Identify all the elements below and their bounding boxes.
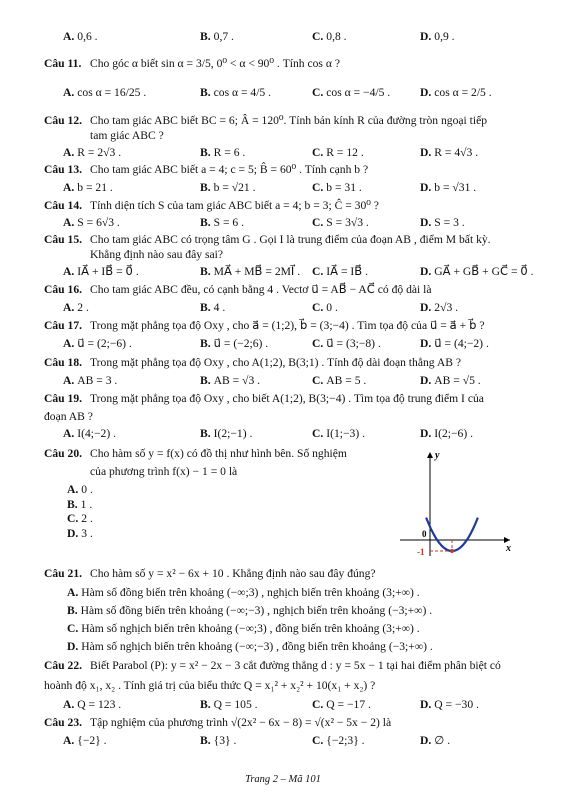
question-text: Trong mặt phẳng tọa độ Oxy , cho a⃗ = (1;2), b⃗ = (3;−4) . Tìm tọa độ của u⃗ = a⃗ + b⃗ ? [90, 319, 485, 332]
option-letter: B. [67, 604, 78, 617]
option-letter-wrap [420, 86, 431, 99]
option-letter: A. [63, 181, 75, 194]
answer-option [312, 215, 369, 230]
option-letter: D. [420, 146, 432, 159]
option-text: 3 . [81, 527, 93, 540]
option-letter-wrap [67, 640, 78, 653]
answer-option [200, 373, 260, 388]
option-letter: D. [420, 734, 432, 747]
option-letter-wrap [420, 30, 431, 43]
option-letter-wrap [63, 301, 74, 314]
option-text: Q = 123 . [77, 698, 122, 711]
option-letter: A. [63, 734, 75, 747]
answer-option [312, 29, 347, 44]
function-graph [396, 448, 516, 558]
page-footer: Trang 2 – Mã 101 [245, 774, 321, 785]
answer-option [200, 180, 256, 195]
option-text: MA⃗ + MB⃗ = 2MI⃗ . [213, 265, 301, 278]
option-letter: A. [63, 374, 75, 387]
option-letter-wrap [200, 427, 211, 440]
question-label: Câu 13. [44, 163, 83, 176]
option-letter: C. [312, 734, 324, 747]
option-letter: C. [312, 337, 324, 350]
option-letter: C. [312, 86, 324, 99]
option-letter-wrap [312, 86, 323, 99]
option-text: S = 6 . [213, 216, 245, 229]
answer-option [67, 511, 93, 526]
option-text: R = 4√3 . [434, 146, 479, 159]
option-letter-wrap [63, 427, 74, 440]
answer-option [200, 426, 252, 441]
option-letter: D. [420, 337, 432, 350]
option-letter-wrap [200, 181, 211, 194]
option-text: b = √21 . [213, 181, 256, 194]
answer-option [63, 426, 116, 441]
option-letter: D. [420, 30, 432, 43]
option-text: AB = √5 . [434, 374, 481, 387]
option-text: cos α = 4/5 . [213, 86, 272, 99]
option-letter: B. [200, 374, 211, 387]
answer-option [420, 264, 534, 279]
answer-option [67, 526, 93, 541]
option-text: R = 2√3 . [77, 146, 122, 159]
option-letter-wrap [67, 498, 78, 511]
option-letter: D. [67, 640, 79, 653]
option-letter-wrap [200, 265, 211, 278]
option-letter: C. [312, 30, 324, 43]
option-text: AB = 3 . [77, 374, 118, 387]
answer-option [312, 300, 338, 315]
option-letter: B. [200, 427, 211, 440]
option-text: 1 . [80, 498, 93, 511]
option-text: S = 3√3 . [326, 216, 369, 229]
question-text: Trong mặt phẳng tọa độ Oxy , cho A(1;2), B(3;1) . Tính độ dài đoạn thẳng AB ? [90, 356, 461, 369]
option-letter: A. [67, 586, 79, 599]
option-letter: B. [200, 301, 211, 314]
question-text: Cho hàm số y = x² − 6x + 10 . Khẳng định nào sau đây đúng? [90, 567, 376, 580]
question-text: Trong mặt phẳng tọa độ Oxy , cho biết A(1;2), B(3;−4) . Tìm tọa độ trung điểm I của [90, 392, 484, 405]
option-letter-wrap [312, 30, 323, 43]
option-letter: A. [63, 216, 75, 229]
option-text: 2 . [77, 301, 89, 314]
option-letter-wrap [420, 337, 431, 350]
option-letter-wrap [312, 698, 323, 711]
question-label: Câu 14. [44, 199, 83, 212]
option-letter-wrap [67, 586, 78, 599]
question-text: Cho tam giác ABC biết a = 4; c = 5; B̂ = 60⁰ . Tính cạnh b ? [90, 163, 369, 176]
option-letter-wrap [312, 734, 323, 747]
option-text: u⃗ = (3;−8) . [326, 337, 381, 350]
option-letter: C. [312, 265, 324, 278]
answer-option [63, 29, 98, 44]
option-text: {−2} . [77, 734, 107, 747]
answer-option [312, 733, 365, 748]
answer-option [200, 215, 244, 230]
option-text: S = 6√3 . [77, 216, 120, 229]
option-letter-wrap [63, 86, 74, 99]
option-letter: C. [312, 698, 324, 711]
option-letter-wrap [200, 86, 211, 99]
min-value-label: -1 [417, 547, 425, 557]
option-letter-wrap [67, 512, 78, 525]
option-letter: A. [63, 86, 75, 99]
answer-option [312, 85, 390, 100]
question-label: Câu 15. [44, 233, 83, 246]
option-letter-wrap [312, 427, 323, 440]
origin-label: 0 [422, 529, 427, 539]
option-letter: A. [63, 146, 75, 159]
question-text-continued: đoạn AB ? [44, 410, 93, 423]
option-letter: B. [200, 265, 211, 278]
option-letter-wrap [312, 216, 323, 229]
option-text: R = 12 . [326, 146, 364, 159]
option-letter-wrap [200, 734, 211, 747]
question-label: Câu 20. [44, 447, 83, 460]
option-letter: D. [420, 698, 432, 711]
option-letter: D. [420, 374, 432, 387]
option-letter: B. [67, 498, 78, 511]
option-letter-wrap [67, 604, 78, 617]
option-text: Hàm số đồng biến trên khoảng (−∞;3) , nghịch biến trên khoảng (3;+∞) . [81, 586, 420, 599]
question-label: Câu 19. [44, 392, 83, 405]
question-text: Tập nghiệm của phương trình √(2x² − 6x − 8) = √(x² − 5x − 2) là [90, 716, 392, 729]
answer-option [312, 426, 365, 441]
question-label: Câu 18. [44, 356, 83, 369]
question-text-continued: hoành độ x₁, x₂ . Tính giá trị của biểu thức Q = x₁² + x₂² + 10(x₁ + x₂) ? [44, 679, 376, 692]
answer-option [420, 85, 492, 100]
answer-option [200, 697, 258, 712]
option-letter-wrap [312, 146, 323, 159]
question-text-continued: Khẳng định nào sau đây sai? [90, 248, 223, 261]
option-text: Hàm số nghịch biến trên khoảng (−∞;−3) , đồng biến trên khoảng (−3;+∞) . [81, 640, 433, 653]
question-label: Câu 22. [44, 659, 83, 672]
option-text: Hàm số đồng biến trên khoảng (−∞;−3) , nghịch biến trên khoảng (−3;+∞) . [80, 604, 433, 617]
answer-option [420, 697, 479, 712]
answer-option [200, 85, 271, 100]
option-letter-wrap [420, 698, 431, 711]
option-letter: A. [63, 265, 75, 278]
option-letter-wrap [420, 146, 431, 159]
option-letter-wrap [420, 265, 431, 278]
option-letter-wrap [63, 265, 74, 278]
option-letter: A. [63, 427, 75, 440]
question-label: Câu 12. [44, 114, 83, 127]
option-letter-wrap [200, 374, 211, 387]
answer-option [420, 336, 489, 351]
question-text: Cho hàm số y = f(x) có đồ thị như hình bên. Số nghiệm [90, 447, 347, 460]
option-letter: A. [63, 698, 75, 711]
option-text: u⃗ = (4;−2) . [434, 337, 489, 350]
option-text: {−2;3} . [326, 734, 365, 747]
option-letter: B. [200, 337, 211, 350]
option-letter: D. [420, 181, 432, 194]
option-letter-wrap [312, 265, 323, 278]
answer-option [63, 300, 89, 315]
answer-option [420, 180, 476, 195]
option-letter: B. [200, 698, 211, 711]
option-text: IA⃗ + IB⃗ = 0⃗ . [77, 265, 139, 278]
answer-option [67, 482, 93, 497]
question-text: Biết Parabol (P): y = x² − 2x − 3 cắt đường thẳng d : y = 5x − 1 tại hai điểm phân biệt có [90, 659, 501, 672]
answer-option [420, 373, 481, 388]
option-letter-wrap [63, 734, 74, 747]
answer-option [200, 29, 234, 44]
answer-option [420, 29, 455, 44]
option-letter: D. [420, 301, 432, 314]
option-letter: B. [200, 86, 211, 99]
y-axis-label: y [435, 450, 440, 461]
answer-option [67, 621, 420, 636]
answer-option [420, 426, 473, 441]
option-letter-wrap [420, 216, 431, 229]
option-text: Q = −30 . [434, 698, 479, 711]
answer-option [67, 639, 433, 654]
option-text: I(1;−3) . [326, 427, 366, 440]
option-letter: C. [312, 146, 324, 159]
answer-option [63, 215, 120, 230]
answer-option [63, 733, 107, 748]
answer-option [200, 336, 268, 351]
question-text: Cho tam giác ABC biết BC = 6; Â = 120⁰. Tính bán kính R của đường tròn ngoại tiếp [90, 114, 488, 127]
option-text: S = 3 . [434, 216, 465, 229]
option-letter: A. [63, 337, 75, 350]
option-text: R = 6 . [213, 146, 246, 159]
option-text: 0,7 . [213, 30, 234, 43]
option-letter: A. [67, 483, 79, 496]
question-text: Tính diện tích S của tam giác ABC biết a = 4; b = 3; Ĉ = 30⁰ ? [90, 199, 379, 212]
question-label: Câu 21. [44, 567, 83, 580]
option-text: IA⃗ = IB⃗ . [326, 265, 369, 278]
option-text: {3} . [213, 734, 237, 747]
option-letter-wrap [200, 301, 211, 314]
answer-option [312, 336, 381, 351]
option-text: cos α = 16/25 . [77, 86, 147, 99]
option-text: 2√3 . [434, 301, 459, 314]
option-letter: D. [420, 427, 432, 440]
answer-option [67, 585, 420, 600]
x-axis-label: x [506, 543, 511, 554]
option-text: 0,8 . [326, 30, 347, 43]
option-letter-wrap [63, 216, 74, 229]
answer-option [200, 264, 300, 279]
option-letter-wrap [63, 181, 74, 194]
option-letter: B. [200, 181, 211, 194]
option-letter-wrap [200, 216, 211, 229]
option-letter-wrap [312, 301, 323, 314]
answer-option [312, 697, 371, 712]
option-text: cos α = −4/5 . [326, 86, 391, 99]
option-letter-wrap [420, 181, 431, 194]
y-axis-arrow [427, 452, 433, 458]
question-label: Câu 17. [44, 319, 83, 332]
option-letter: C. [312, 216, 324, 229]
option-letter: C. [312, 427, 324, 440]
option-text: 0,6 . [77, 30, 98, 43]
option-text: AB = 5 . [326, 374, 367, 387]
answer-option [200, 145, 245, 160]
option-letter-wrap [63, 146, 74, 159]
option-letter: B. [200, 216, 211, 229]
answer-option [63, 336, 132, 351]
option-letter: C. [312, 301, 324, 314]
answer-option [312, 180, 362, 195]
option-letter-wrap [200, 698, 211, 711]
option-text: u⃗ = (2;−6) . [77, 337, 132, 350]
option-text: 0 . [326, 301, 338, 314]
option-text: cos α = 2/5 . [434, 86, 492, 99]
option-text: Q = 105 . [213, 698, 258, 711]
question-text: Cho tam giác ABC đều, có cạnh bằng 4 . Vectơ u⃗ = AB⃗ − AC⃗ có độ dài là [90, 283, 432, 296]
option-letter: D. [420, 216, 432, 229]
option-letter: C. [312, 181, 324, 194]
option-text: 0 . [81, 483, 93, 496]
answer-option [420, 300, 458, 315]
question-label: Câu 16. [44, 283, 83, 296]
option-text: AB = √3 . [213, 374, 261, 387]
option-letter-wrap [200, 146, 211, 159]
option-letter: B. [200, 734, 211, 747]
option-letter: D. [420, 86, 432, 99]
answer-option [420, 733, 450, 748]
vertex-point [450, 549, 454, 553]
answer-option [200, 733, 236, 748]
question-text-continued: của phương trình f(x) − 1 = 0 là [90, 465, 238, 478]
option-letter: B. [200, 146, 211, 159]
question-label: Câu 23. [44, 716, 83, 729]
option-letter: D. [420, 265, 432, 278]
option-text: u⃗ = (−2;6) . [213, 337, 269, 350]
answer-option [67, 497, 92, 512]
option-letter-wrap [67, 622, 78, 635]
option-text: 4 . [213, 301, 226, 314]
question-label: Câu 11. [44, 57, 82, 70]
option-letter-wrap [67, 527, 78, 540]
answer-option [312, 373, 366, 388]
option-letter: C. [67, 512, 79, 525]
option-letter: A. [63, 30, 75, 43]
question-text: Cho tam giác ABC có trọng tâm G . Gọi I là trung điểm của đoạn AB , điểm M bất kỳ. [90, 233, 491, 246]
option-letter-wrap [420, 374, 431, 387]
answer-option [63, 373, 117, 388]
option-letter: C. [67, 622, 79, 635]
option-letter-wrap [312, 374, 323, 387]
option-text: I(2;−6) . [434, 427, 474, 440]
answer-option [312, 264, 368, 279]
option-letter-wrap [420, 427, 431, 440]
option-letter: D. [67, 527, 79, 540]
answer-option [63, 85, 146, 100]
option-letter-wrap [420, 734, 431, 747]
option-text: b = 31 . [326, 181, 362, 194]
option-letter: B. [200, 30, 211, 43]
answer-option [200, 300, 225, 315]
option-text: I(2;−1) . [213, 427, 253, 440]
answer-option [63, 697, 121, 712]
option-text: GA⃗ + GB⃗ + GC⃗ = 0⃗ . [434, 265, 534, 278]
option-letter: A. [63, 301, 75, 314]
option-letter-wrap [312, 337, 323, 350]
answer-option [420, 145, 478, 160]
option-text: 2 . [81, 512, 93, 525]
option-text: Q = −17 . [326, 698, 371, 711]
question-text-continued: tam giác ABC ? [90, 129, 164, 142]
option-letter-wrap [63, 337, 74, 350]
option-text: 0,9 . [434, 30, 455, 43]
option-letter-wrap [63, 374, 74, 387]
answer-option [63, 180, 113, 195]
answer-option [420, 215, 465, 230]
option-text: I(4;−2) . [77, 427, 117, 440]
option-text: ∅ . [434, 734, 451, 747]
option-letter-wrap [200, 337, 211, 350]
answer-option [67, 603, 432, 618]
option-text: Hàm số nghịch biến trên khoảng (−∞;3) , đồng biến trên khoảng (3;+∞) . [81, 622, 420, 635]
option-letter-wrap [63, 698, 74, 711]
answer-option [63, 145, 121, 160]
option-letter-wrap [420, 301, 431, 314]
option-letter-wrap [200, 30, 211, 43]
option-letter-wrap [63, 30, 74, 43]
option-letter-wrap [312, 181, 323, 194]
answer-option [312, 145, 364, 160]
answer-option [63, 264, 139, 279]
option-letter-wrap [67, 483, 78, 496]
option-text: b = √31 . [434, 181, 477, 194]
option-text: b = 21 . [77, 181, 113, 194]
option-letter: C. [312, 374, 324, 387]
question-text: Cho góc α biết sin α = 3/5, 0⁰ < α < 90⁰ . Tính cos α ? [90, 57, 340, 70]
